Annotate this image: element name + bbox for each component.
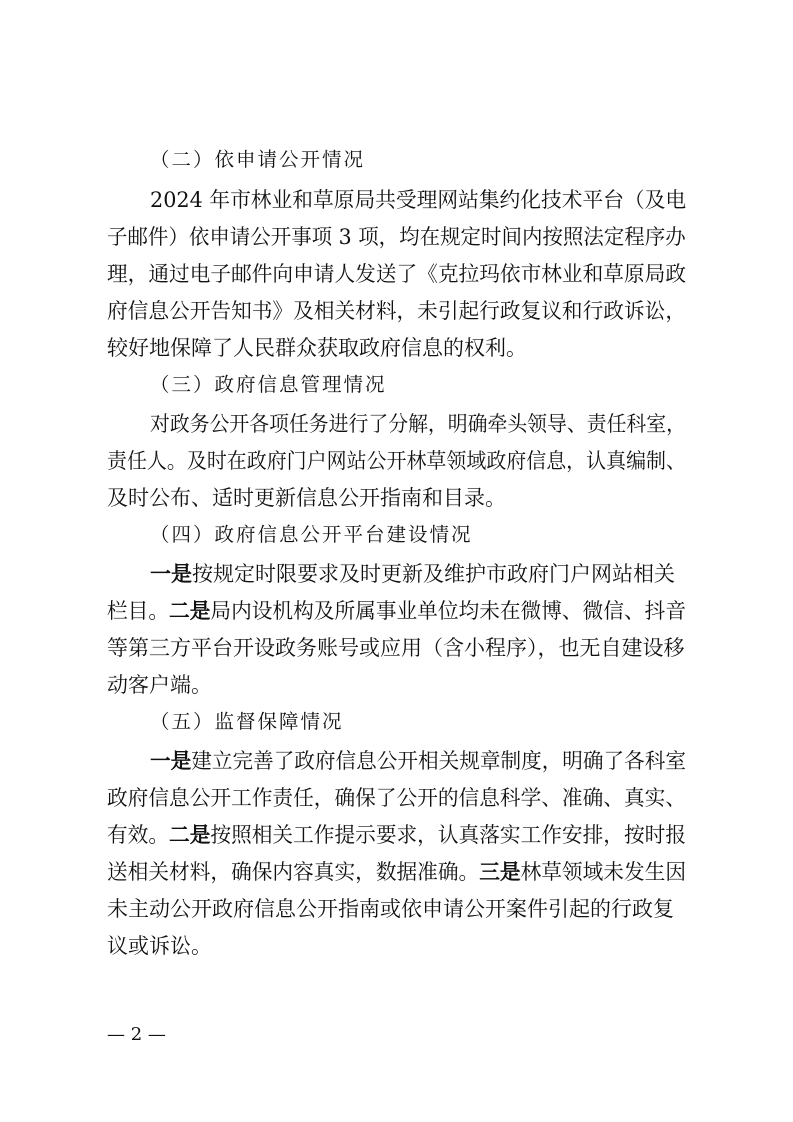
paragraph-line: 责任人。及时在政府门户网站公开林草领域政府信息，认真编制、 bbox=[107, 449, 686, 473]
emphasis-first: 一是 bbox=[150, 561, 192, 586]
paragraph-line: 府信息公开告知书》及相关材料，未引起行政复议和行政诉讼， bbox=[107, 299, 687, 323]
line-text: 按规定时限要求及时更新及维护市政府门户网站相关 bbox=[192, 562, 675, 586]
paragraph-line: 动客户端。 bbox=[107, 673, 212, 697]
paragraph-line bbox=[150, 559, 675, 589]
section-heading-3: （三）政府信息管理情况 bbox=[150, 373, 387, 396]
line-text: 建立完善了政府信息公开相关规章制度，明确了各科室 bbox=[191, 749, 687, 773]
paragraph-line: 2024 年市林业和草原局共受理网站集约化技术平台（及电 bbox=[150, 188, 687, 212]
page-number: — 2 — bbox=[107, 1024, 166, 1045]
paragraph-line: 及时公布、适时更新信息公开指南和目录。 bbox=[107, 486, 506, 510]
section-heading-2: （二）依申请公开情况 bbox=[150, 148, 366, 171]
section-heading-5: （五）监督保障情况 bbox=[150, 710, 344, 733]
paragraph-line bbox=[107, 857, 686, 887]
paragraph-line bbox=[107, 820, 686, 850]
line-text: 按照相关工作提示要求，认真落实工作安排，按时报 bbox=[210, 823, 687, 847]
emphasis-first: 一是 bbox=[150, 748, 192, 773]
paragraph-line: 子邮件）依申请公开事项 3 项，均在规定时间内按照法定程序办 bbox=[107, 225, 686, 249]
section-heading-4: （四）政府信息公开平台建设情况 bbox=[150, 523, 473, 546]
emphasis-second: 二是 bbox=[169, 822, 211, 847]
paragraph-line: 较好地保障了人民群众获取政府信息的权利。 bbox=[107, 336, 527, 360]
line-text: 送相关材料，确保内容真实，数据准确。 bbox=[107, 860, 480, 884]
emphasis-second: 二是 bbox=[169, 598, 211, 623]
line-text: 局内设机构及所属事业单位均未在微博、微信、抖音 bbox=[210, 599, 687, 623]
line-text: 有效。 bbox=[107, 823, 170, 847]
paragraph-line: 政府信息公开工作责任，确保了公开的信息科学、准确、真实、 bbox=[107, 786, 687, 810]
paragraph-line bbox=[150, 746, 686, 776]
paragraph-line: 对政务公开各项任务进行了分解，明确牵头领导、责任科室， bbox=[150, 412, 686, 436]
line-text: 栏目。 bbox=[107, 599, 170, 623]
paragraph-line: 议或诉讼。 bbox=[107, 934, 212, 958]
paragraph-line: 等第三方平台开设政务账号或应用（含小程序），也无自建设移 bbox=[107, 636, 685, 660]
line-text: 林草领域未发生因 bbox=[520, 860, 687, 884]
paragraph-line bbox=[107, 596, 686, 626]
emphasis-third: 三是 bbox=[479, 859, 521, 884]
paragraph-line: 未主动公开政府信息公开指南或依申请公开案件引起的行政复 bbox=[107, 897, 674, 921]
paragraph-line: 理，通过电子邮件向申请人发送了《克拉玛依市林业和草原局政 bbox=[107, 262, 687, 286]
